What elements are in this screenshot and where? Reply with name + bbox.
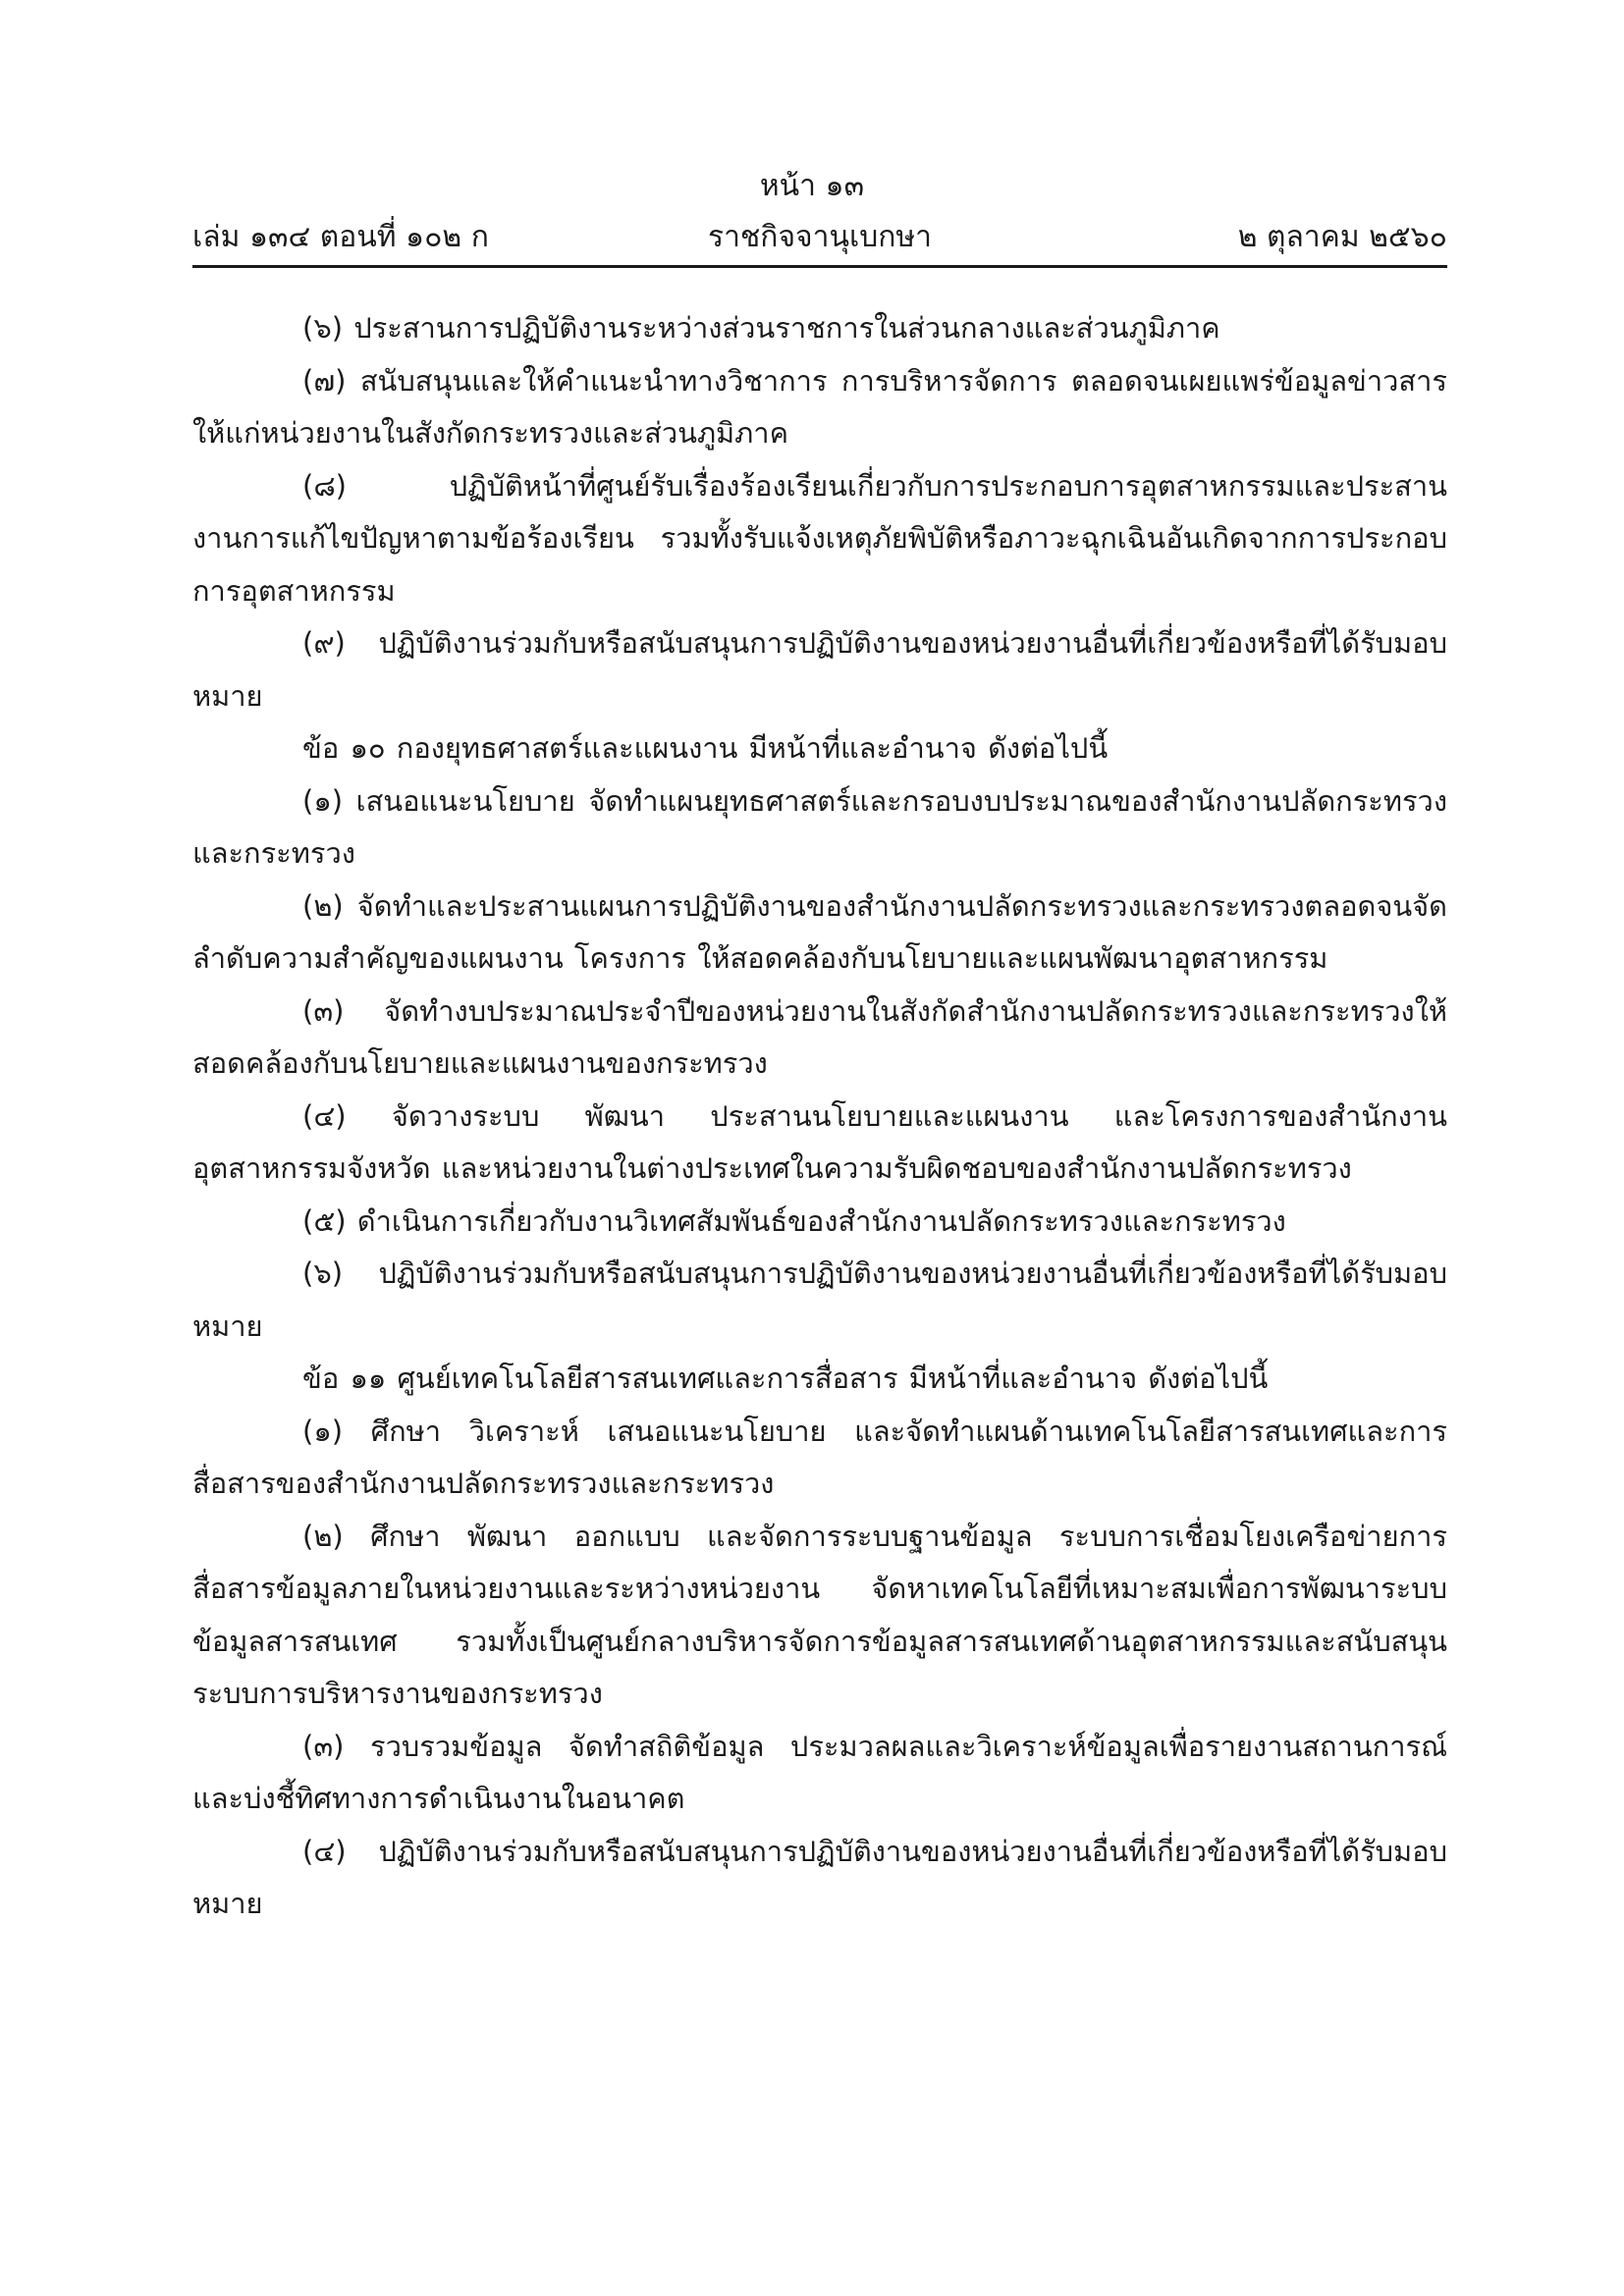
paragraph: (๔) ปฏิบัติงานร่วมกับหรือสนับสนุนการปฏิบัติงานของหน่วยงานอื่นที่เกี่ยวข้องหรือที่ได้รับมอบหมาย [192, 1834, 1447, 1920]
paragraph: (๙) ปฏิบัติงานร่วมกับหรือสนับสนุนการปฏิบัติงานของหน่วยงานอื่นที่เกี่ยวข้องหรือที่ได้รับมอบหมาย [192, 626, 1447, 713]
paragraph: (๑) ศึกษา วิเคราะห์ เสนอแนะนโยบาย และจัดทำแผนด้านเทคโนโลยีสารสนเทศและการสื่อสารของสำนักงานปลัดกระทรวงและกระทรวง [192, 1414, 1447, 1500]
paragraph: (๔) จัดวางระบบ พัฒนา ประสานนโยบายและแผนงาน และโครงการของสำนักงานอุตสาหกรรมจังหวัด และหน่วยงานในต่างประเทศในความรับผิดชอบของสำนักงานปลัดกระทรวง [192, 1098, 1447, 1185]
paragraph: (๓) รวบรวมข้อมูล จัดทำสถิติข้อมูล ประมวลผลและวิเคราะห์ข้อมูลเพื่อรายงานสถานการณ์และบ่งชี้ทิศทางการดำเนินงานในอนาคต [192, 1729, 1447, 1815]
paragraph: (๓) จัดทำงบประมาณประจำปีของหน่วยงานในสังกัดสำนักงานปลัดกระทรวงและกระทรวงให้สอดคล้องกับนโยบายและแผนงานของกระทรวง [192, 993, 1447, 1080]
paragraph: (๖) ปฏิบัติงานร่วมกับหรือสนับสนุนการปฏิบัติงานของหน่วยงานอื่นที่เกี่ยวข้องหรือที่ได้รับมอบหมาย [192, 1256, 1447, 1343]
publication-date: ๒ ตุลาคม ๒๕๖๐ [1237, 220, 1447, 254]
paragraph: (๕) ดำเนินการเกี่ยวกับงานวิเทศสัมพันธ์ของสำนักงานปลัดกระทรวงและกระทรวง [302, 1203, 1286, 1238]
header-divider [192, 265, 1447, 268]
paragraph: (๘) ปฏิบัติหน้าที่ศูนย์รับเรื่องร้องเรียนเกี่ยวกับการประกอบการอุตสาหกรรมและประสานงานการแก้ไขปัญหาตามข้อร้องเรียน รวมทั้งรับแจ้งเหตุภัยพิบัติหรือภาวะฉุกเฉินอันเกิดจากการประกอบการอุตสาหกรรม [192, 468, 1447, 608]
paragraph: (๒) จัดทำและประสานแผนการปฏิบัติงานของสำนักงานปลัดกระทรวงและกระทรวงตลอดจนจัดลำดับความสำคัญของแผนงาน โครงการ ให้สอดคล้องกับนโยบายและแผนพัฒนาอุตสาหกรรม [192, 888, 1447, 975]
section-heading: ข้อ ๑๑ ศูนย์เทคโนโลยีสารสนเทศและการสื่อสาร มีหน้าที่และอำนาจ ดังต่อไปนี้ [302, 1362, 1269, 1395]
page-number: หน้า ๑๓ [759, 169, 865, 203]
gazette-header [192, 216, 1447, 259]
section-heading: ข้อ ๑๐ กองยุทธศาสตร์และแผนงาน มีหน้าที่และอำนาจ ดังต่อไปนี้ [302, 731, 1109, 765]
document-body [192, 302, 1447, 1931]
volume-issue: เล่ม ๑๓๔ ตอนที่ ๑๐๒ ก [192, 220, 489, 254]
paragraph: (๒) ศึกษา พัฒนา ออกแบบ และจัดการระบบฐานข้อมูล ระบบการเชื่อมโยงเครือข่ายการสื่อสารข้อมูลภายในหน่วยงานและระหว่างหน่วยงาน จัดหาเทคโนโลยีที่เหมาะสมเพื่อการพัฒนาระบบข้อมูลสารสนเทศ รวมทั้งเป็นศูนย์กลางบริหารจัดการข้อมูลสารสนเทศด้านอุตสาหกรรมและสนับสนุนระบบการบริหารงานของกระทรวง [192, 1519, 1447, 1710]
paragraph: (๗) สนับสนุนและให้คำแนะนำทางวิชาการ การบริหารจัดการ ตลอดจนเผยแพร่ข้อมูลข่าวสารให้แก่หน่วยงานในสังกัดกระทรวงและส่วนภูมิภาค [192, 363, 1447, 450]
gazette-title: ราชกิจจานุเบกษา [707, 220, 933, 254]
paragraph: (๑) เสนอแนะนโยบาย จัดทำแผนยุทธศาสตร์และกรอบงบประมาณของสำนักงานปลัดกระทรวงและกระทรวง [192, 783, 1447, 870]
paragraph: (๖) ประสานการปฏิบัติงานระหว่างส่วนราชการในส่วนกลางและส่วนภูมิภาค [302, 311, 1220, 345]
